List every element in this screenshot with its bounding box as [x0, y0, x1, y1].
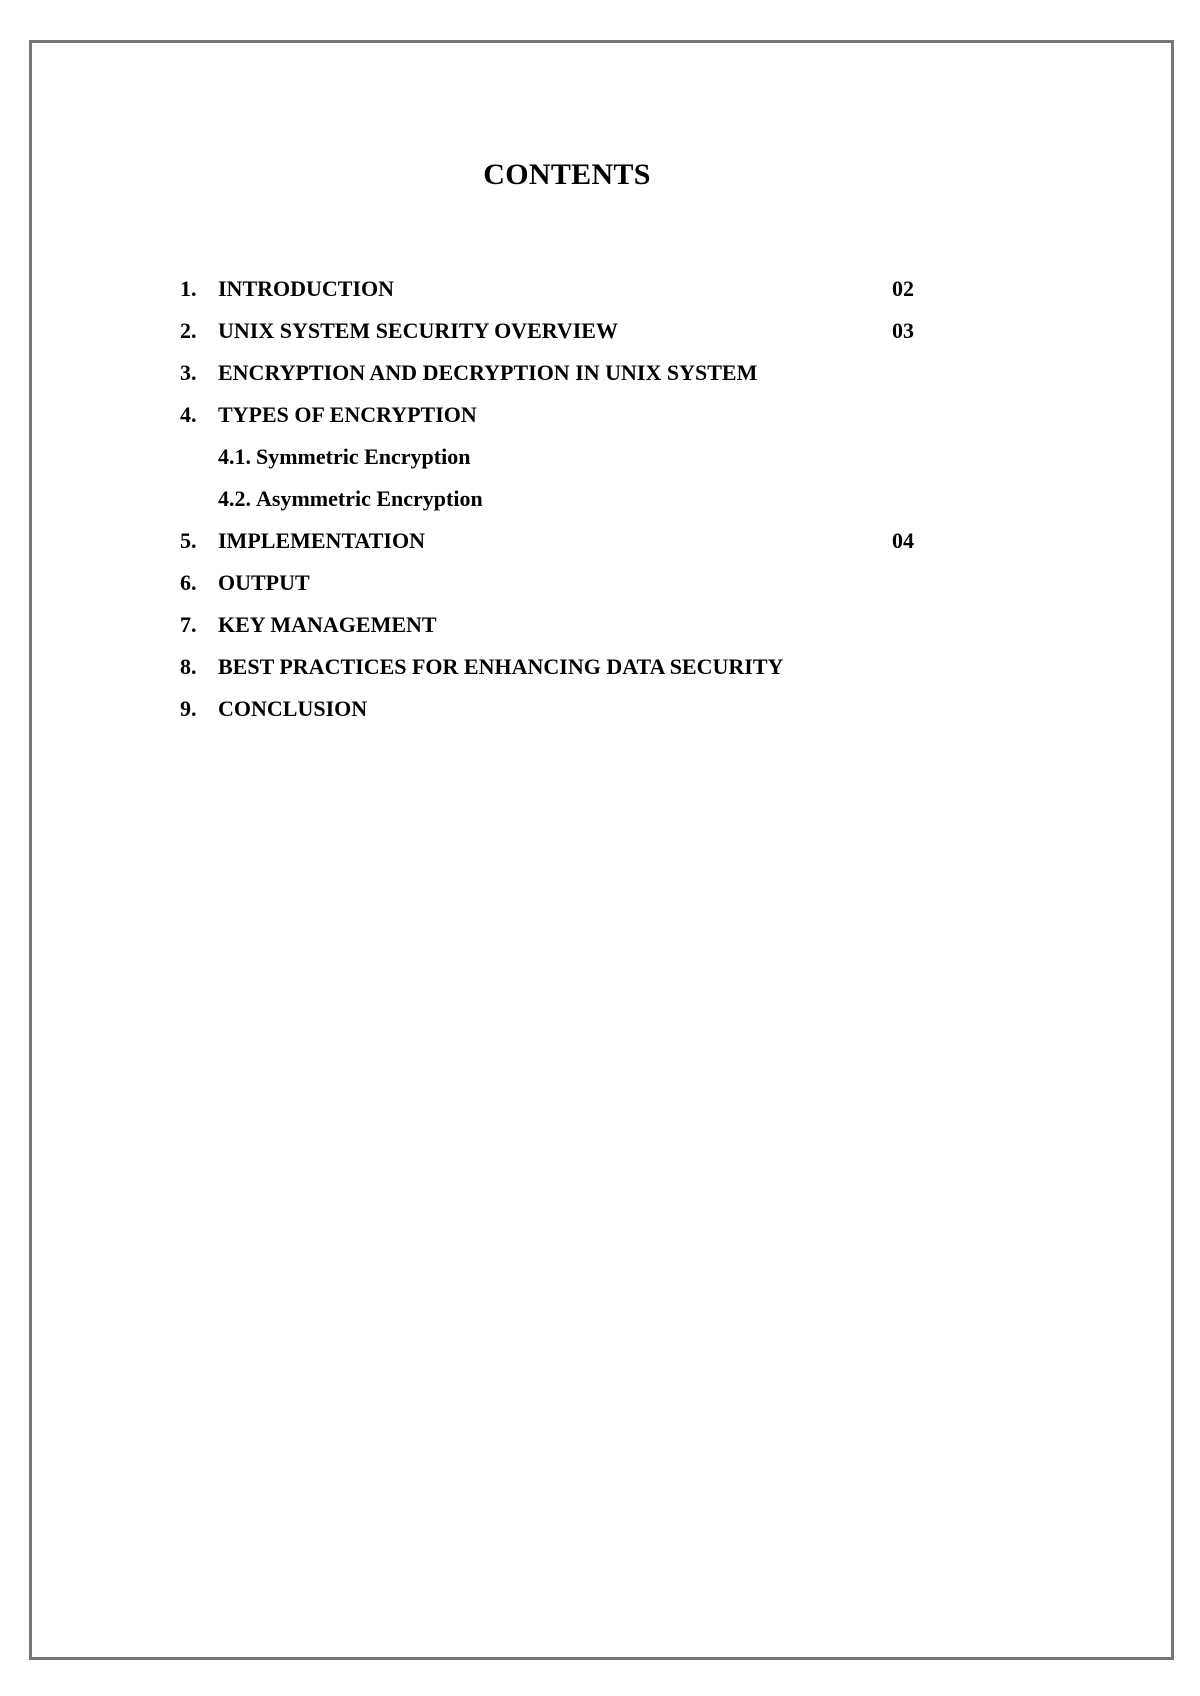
toc-entry-number: 4.1.	[218, 444, 251, 469]
toc-entry-number: 7.	[180, 612, 197, 637]
toc-entry	[180, 650, 940, 692]
toc-entry	[180, 356, 940, 398]
page-title: CONTENTS	[483, 158, 651, 191]
toc-entry-title: TYPES OF ENCRYPTION	[218, 402, 477, 427]
toc-entry-title: BEST PRACTICES FOR ENHANCING DATA SECURITY	[218, 654, 784, 679]
toc-entry	[180, 524, 940, 566]
toc-entry-number: 4.2.	[218, 486, 251, 511]
toc-entry	[180, 608, 940, 650]
toc-entry-number: 4.	[180, 402, 197, 427]
toc-entry	[180, 566, 940, 608]
toc-entry-title: KEY MANAGEMENT	[218, 612, 437, 637]
toc-entry-title: OUTPUT	[218, 570, 310, 595]
toc-entry-number: 1.	[180, 276, 197, 301]
toc-entry-number: 5.	[180, 528, 197, 553]
toc-entry-title: INTRODUCTION	[218, 276, 395, 301]
toc-entry	[180, 692, 940, 734]
toc-entry-number: 6.	[180, 570, 197, 595]
toc-entry-page: 04	[892, 528, 914, 553]
toc-entry-number: 3.	[180, 360, 197, 385]
toc-entry-title: Symmetric Encryption	[256, 444, 471, 469]
toc-entry-title: Asymmetric Encryption	[256, 486, 483, 511]
toc-subentry	[180, 482, 940, 524]
toc-entry-page: 02	[892, 276, 914, 301]
toc-entry-number: 2.	[180, 318, 197, 343]
toc-entry	[180, 314, 940, 356]
toc-entry-title: CONCLUSION	[218, 696, 368, 721]
toc-list	[180, 272, 940, 734]
toc-entry-title: UNIX SYSTEM SECURITY OVERVIEW	[218, 318, 618, 343]
toc-entry-title: ENCRYPTION AND DECRYPTION IN UNIX SYSTEM	[218, 360, 758, 385]
toc-entry-number: 8.	[180, 654, 197, 679]
toc-entry	[180, 398, 940, 440]
toc-entry	[180, 272, 940, 314]
toc-entry-number: 9.	[180, 696, 197, 721]
toc-subentry	[180, 440, 940, 482]
toc-entry-title: IMPLEMENTATION	[218, 528, 425, 553]
toc-entry-page: 03	[892, 318, 914, 343]
